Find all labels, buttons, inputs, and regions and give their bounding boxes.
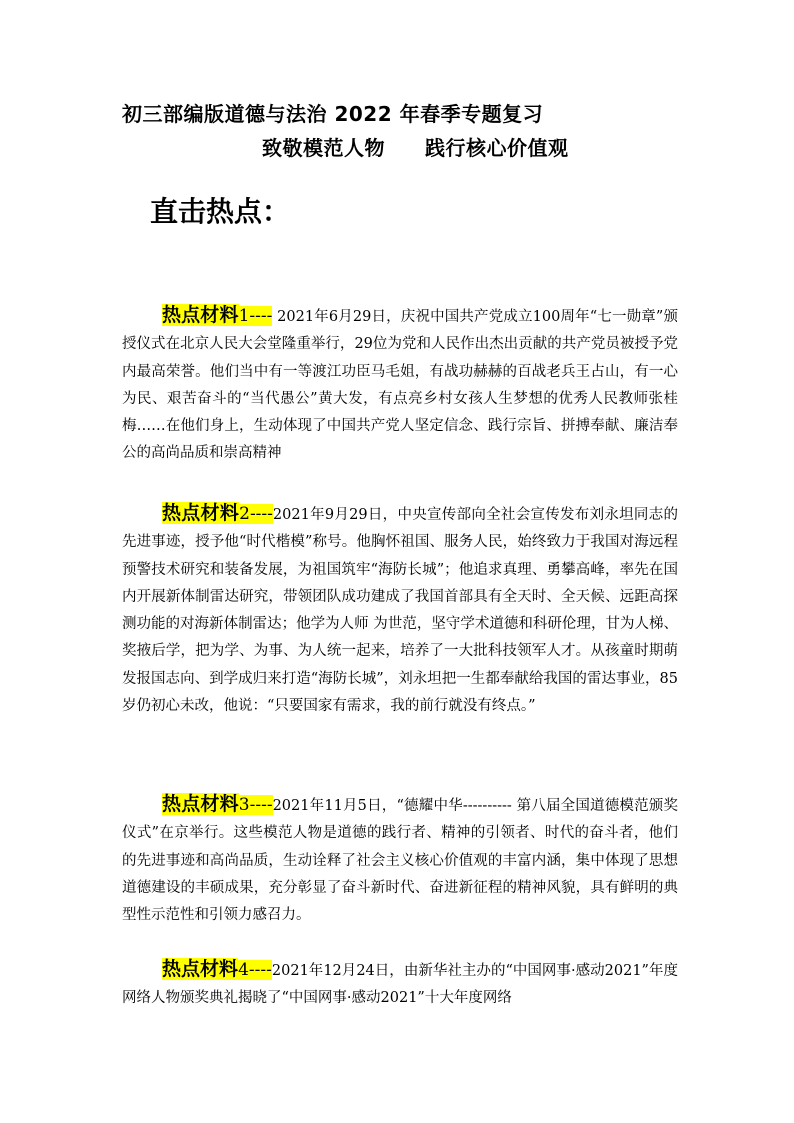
material-label: 热点材料	[162, 502, 240, 524]
hot-material-paragraph-3	[122, 791, 678, 929]
material-body: 2021年6月29日，庆祝中国共产党成立100周年“七一勋章”颁授仪式在北京人民大会堂隆重举行，29位为党和人民作出杰出贡献的共产党员被授予党内最高荣誉。他们当中有一等渡江功臣马毛姐，有战功赫赫的百战老兵王占山，有一心为民、艰苦奋斗的“当代愚公”黄大发，有点亮乡村女孩人生梦想的优秀人民教师张桂梅……在他们身上，生动体现了中国共产党人坚定信念、践行宗旨、拼搏奉献、廉洁奉公的高尚品质和崇高精神	[122, 309, 678, 462]
hot-material-paragraph-4	[122, 956, 678, 1013]
material-label: 热点材料	[162, 958, 239, 980]
material-label: 热点材料	[162, 793, 239, 815]
title-part-2: 践行核心价值观	[425, 136, 569, 160]
hot-material-paragraph-2	[122, 500, 678, 720]
material-number: 1----	[238, 306, 273, 326]
material-body: 2021年11月5日，“德耀中华---------- 第八届全国道德模范颁奖仪式”在京举行。这些模范人物是道德的践行者、精神的引领者、时代的奋斗者，他们的先进事迹和高尚品质，生动诠释了社会主义核心价值观的丰富内涵，集中体现了思想道德建设的丰硕成果，充分彰显了奋斗新时代、奋进新征程的精神风貌，具有鲜明的典型性示范性和引领力感召力。	[122, 798, 678, 924]
material-number: 3----	[238, 795, 273, 815]
material-body: 2021年12月24日，由新华社主办的“中国网事·感动2021”年度网络人物颁奖典礼揭晓了“中国网事·感动2021”十大年度网络	[122, 963, 678, 1007]
title-part-1: 致敬模范人物	[262, 136, 385, 160]
material-body: 2021年9月29日，中央宣传部向全社会宣传发布刘永坦同志的先进事迹，授予他“时代楷模”称号。他胸怀祖国、服务人民，始终致力于我国对海远程预警技术研究和装备发展，为祖国筑牢“海防长城”；他追求真理、勇攀高峰，率先在国内开展新体制雷达研究，带领团队成功建成了我国首部具有全天时、全天候、远距高探测功能的对海新体制雷达；他学为人师 为世范，坚守学术道德和科研伦理，甘为人梯、奖掖后学，把为学、为事、为人统一起来，培养了一大批科技领军人才。从孩童时期萌发报国志向、到学成归来打造“海防长城”，刘永坦把一生都奉献给我国的雷达事业，85岁仍初心未改，他说：“只要国家有需求，我的前行就没有终点。”	[122, 507, 678, 715]
material-number: 2----	[239, 504, 273, 524]
material-label: 热点材料	[162, 304, 239, 326]
document-title-line-1: 初三部编版道德与法治 2022 年春季专题复习	[122, 102, 544, 126]
document-title-line-2	[262, 132, 569, 161]
section-heading: 直击热点：	[150, 195, 291, 228]
material-number: 4----	[238, 960, 272, 980]
hot-material-paragraph-1	[122, 302, 678, 468]
